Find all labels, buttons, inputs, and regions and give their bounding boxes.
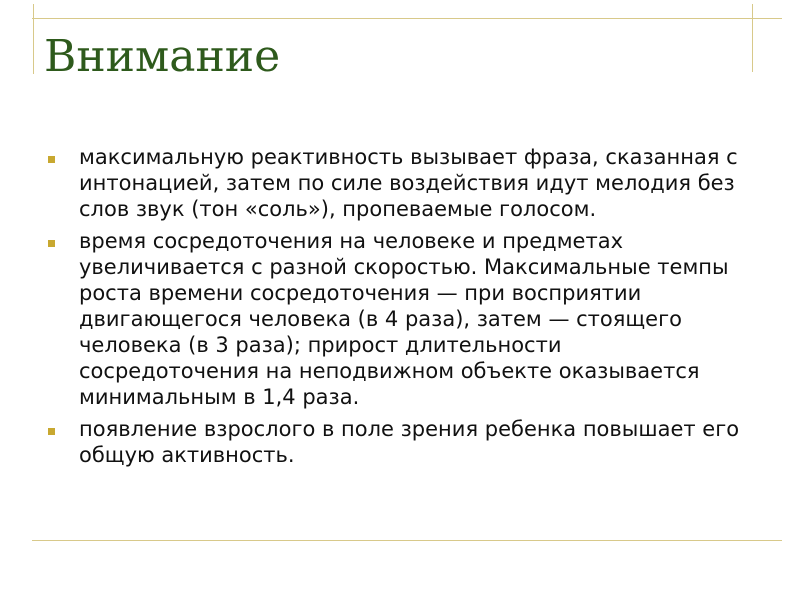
bottom-divider-line	[32, 540, 782, 541]
bullet-text: время сосредоточения на человеке и предметах увеличивается с разной скоростью. Максимальные темпы роста времени сосредоточения — при восприятии двигающегося человека (в 4 раза), затем — стоящего человека (в 3 раза); прирост длительности сосредоточения на неподвижном объекте оказывается минимальным в 1,4 раза.	[79, 229, 729, 409]
square-bullet-icon	[48, 240, 55, 247]
bullet-list	[44, 144, 744, 474]
bullet-text: максимальную реактивность вызывает фраза, сказанная с интонацией, затем по силе воздействия идут мелодия без слов звук (тон «соль»), пропеваемые голосом.	[79, 145, 738, 221]
slide-title: Внимание	[44, 31, 281, 82]
left-accent-line	[33, 4, 34, 74]
right-accent-line	[752, 4, 753, 72]
bullet-item	[44, 144, 744, 222]
bullet-item	[44, 228, 744, 410]
bullet-item	[44, 416, 744, 468]
square-bullet-icon	[48, 428, 55, 435]
bullet-text: появление взрослого в поле зрения ребенка повышает его общую активность.	[79, 417, 740, 467]
square-bullet-icon	[48, 156, 55, 163]
top-divider-line	[32, 18, 782, 19]
